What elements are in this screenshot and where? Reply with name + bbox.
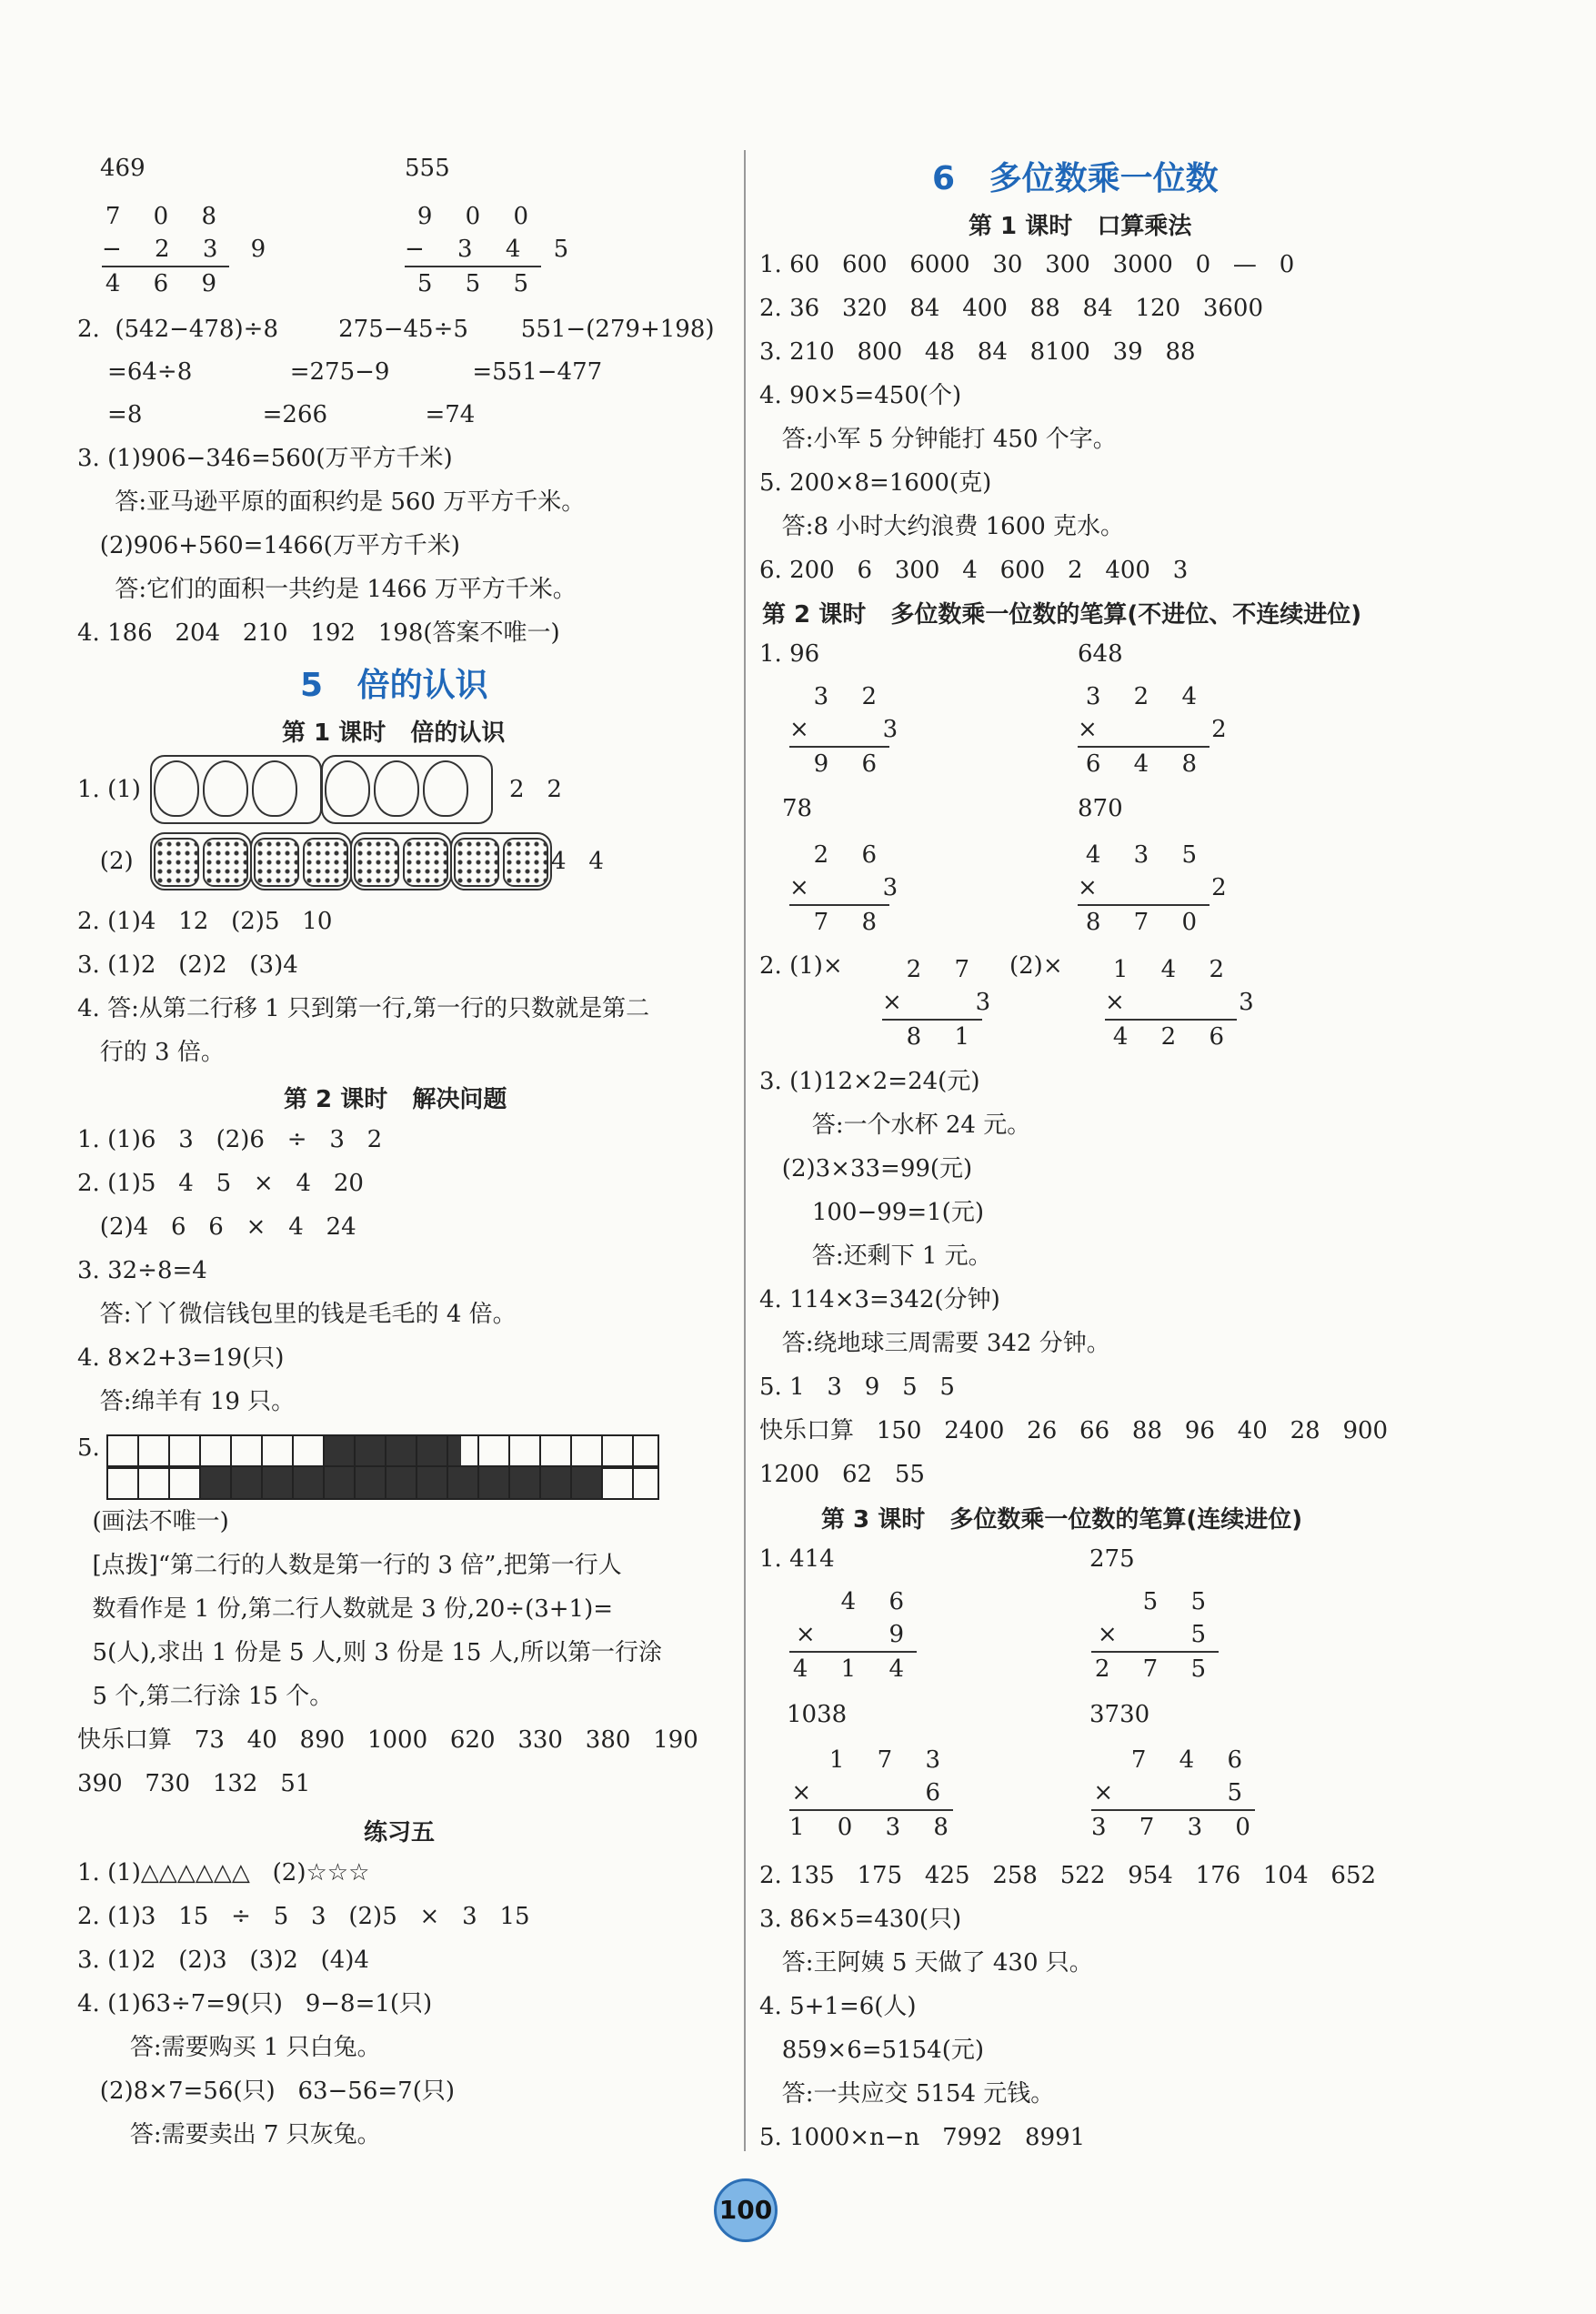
multiplication-calc: 5 5 × 5 2 7 5 (1091, 1585, 1219, 1685)
answer-line: 答:小军 5 分钟能打 450 个字。 (759, 426, 1117, 453)
answer-line: =8 =266 =74 (77, 401, 476, 428)
answer-line: 2. 135 175 425 258 522 954 176 104 652 (759, 1862, 1377, 1889)
answer-value: 78 (782, 795, 813, 822)
pear-icon (252, 760, 297, 817)
strawberry-icon (503, 838, 548, 887)
strawberry-icon (203, 838, 248, 887)
answer-line: 859×6=5154(元) (759, 2037, 984, 2064)
answer-line: 2. (542−478)÷8 275−45÷5 551−(279+198) (77, 316, 715, 343)
grid-row-2 (106, 1465, 659, 1500)
answer-line: 行的 3 倍。 (77, 1039, 225, 1066)
grid-cell (417, 1436, 448, 1467)
answer-line: 快乐口算 150 2400 26 66 88 96 40 28 900 (759, 1417, 1389, 1444)
answer-line: 1. (1) (77, 776, 141, 803)
column-divider (744, 150, 746, 2151)
answer-line: 2. (1)3 15 ÷ 5 3 (2)5 × 3 15 (77, 1903, 530, 1930)
answer-line: 3. (1)12×2=24(元) (759, 1068, 980, 1095)
answer-value: 648 (1078, 640, 1123, 668)
answer-line: [点拨]“第二行的人数是第一行的 3 倍”,把第一行人 (77, 1552, 622, 1579)
answer-line: 6. 200 6 300 4 600 2 400 3 (759, 557, 1189, 584)
grid-cell (139, 1436, 170, 1467)
answer-line: 4. 答:从第二行移 1 只到第一行,第一行的只数就是第二 (77, 995, 650, 1022)
grid-row-1 (106, 1434, 659, 1469)
grid-cell (603, 1467, 634, 1498)
lesson-title: 第 1 课时 口算乘法 (969, 213, 1192, 240)
answer-line: 答:8 小时大约浪费 1600 克水。 (759, 513, 1125, 540)
grid-cell (603, 1436, 634, 1467)
answer-value: 870 (1078, 795, 1123, 822)
answer-line: 答:需要卖出 7 只灰兔。 (77, 2121, 381, 2148)
multiplication-calc: 3 2 4 × 2 6 4 8 (1078, 680, 1210, 780)
grid-cell (541, 1436, 572, 1467)
answer-line: 2 2 (509, 776, 562, 803)
lesson-title: 第 1 课时 倍的认识 (282, 719, 506, 747)
answer-value: 1. 414 (759, 1545, 835, 1573)
answer-line: 4. 186 204 210 192 198(答案不唯一) (77, 619, 560, 647)
pear-icon (325, 760, 370, 817)
answer-line: 答:绵羊有 19 只。 (77, 1388, 296, 1415)
grid-cell (232, 1436, 263, 1467)
strawberry-icon (403, 838, 448, 887)
grid-cell (510, 1436, 541, 1467)
fruit-group (250, 832, 352, 890)
section-title: 5 倍的认识 (300, 667, 488, 704)
pear-icon (154, 760, 199, 817)
answer-line: 3. 210 800 48 84 8100 39 88 (759, 338, 1196, 366)
pear-icon (203, 760, 248, 817)
multiplication-calc: 4 6 × 9 4 1 4 (789, 1585, 917, 1685)
answer-line: =64÷8 =275−9 =551−477 (77, 358, 603, 386)
answer-value: 555 (405, 155, 450, 182)
answer-line: (画法不唯一) (77, 1508, 229, 1535)
grid-cell (386, 1436, 417, 1467)
multiplication-calc: 2 6 × 3 7 8 (789, 839, 889, 939)
grid-cell (294, 1436, 325, 1467)
grid-cell (294, 1467, 325, 1498)
answer-line: 答:一个水杯 24 元。 (759, 1112, 1031, 1139)
answer-line: 1. (1)6 3 (2)6 ÷ 3 2 (77, 1126, 383, 1153)
lesson-title: 第 2 课时 多位数乘一位数的笔算(不进位、不连续进位) (762, 601, 1362, 629)
grid-cell (572, 1467, 603, 1498)
multiplication-calc: 3 2 × 3 9 6 (789, 680, 889, 780)
answer-line: 答:亚马逊平原的面积约是 560 万平方千米。 (77, 488, 586, 516)
answer-line: 答:它们的面积一共约是 1466 万平方千米。 (77, 576, 577, 603)
answer-line: 3. (1)2 (2)3 (3)2 (4)4 (77, 1947, 369, 1974)
answer-line: 100−99=1(元) (759, 1199, 984, 1226)
grid-cell (386, 1467, 417, 1498)
answer-line: 1. (1)△△△△△△ (2)☆☆☆ (77, 1859, 370, 1886)
strawberry-icon (303, 838, 348, 887)
fruit-group (321, 755, 493, 824)
lesson-title: 练习五 (364, 1819, 436, 1846)
section-title: 6 多位数乘一位数 (932, 160, 1219, 197)
answer-line: 3. (1)2 (2)2 (3)4 (77, 951, 298, 979)
answer-line: 答:还剩下 1 元。 (759, 1243, 992, 1270)
grid-cell (572, 1436, 603, 1467)
grid-cell (170, 1436, 201, 1467)
grid-cell (108, 1467, 139, 1498)
answer-line: 2. (1)4 12 (2)5 10 (77, 908, 333, 935)
answer-line: 5 个,第二行涂 15 个。 (77, 1683, 334, 1710)
grid-cell (448, 1436, 479, 1467)
answer-line: (2)4 6 6 × 4 24 (77, 1213, 356, 1241)
answer-line: 1. 60 600 6000 30 300 3000 0 — 0 (759, 251, 1295, 278)
multiplication-calc: 2 7 × 3 8 1 (882, 953, 982, 1053)
answer-line: 1200 62 55 (759, 1461, 925, 1488)
answer-value: 1038 (787, 1701, 848, 1728)
answer-line: 4. (1)63÷7=9(只) 9−8=1(只) (77, 1990, 433, 2017)
answer-line: (2)× (1009, 952, 1063, 980)
answer-line: 3. 32÷8=4 (77, 1257, 207, 1284)
answer-line: (2)8×7=56(只) 63−56=7(只) (77, 2078, 456, 2105)
subtraction-calc: 9 0 0 − 3 4 5 5 5 5 (405, 200, 541, 300)
answer-line: 答:王阿姨 5 天做了 430 只。 (759, 1949, 1093, 1977)
multiplication-calc: 1 4 2 × 3 4 2 6 (1105, 953, 1237, 1053)
grid-cell (201, 1436, 232, 1467)
multiplication-calc: 1 7 3 × 6 1 0 3 8 (789, 1744, 953, 1844)
lesson-title: 第 3 课时 多位数乘一位数的笔算(连续进位) (821, 1506, 1303, 1534)
grid-cell (325, 1436, 356, 1467)
grid-cell (139, 1467, 170, 1498)
page-number: 100 (714, 2178, 778, 2242)
answer-line: 快乐口算 73 40 890 1000 620 330 380 190 (77, 1726, 698, 1754)
answer-line: 答:绕地球三周需要 342 分钟。 (759, 1330, 1110, 1357)
answer-line: 3. 86×5=430(只) (759, 1906, 962, 1933)
answer-value: 3730 (1089, 1701, 1150, 1728)
grid-cell (417, 1467, 448, 1498)
answer-value: 469 (100, 155, 146, 182)
answer-line: 数看作是 1 份,第二行人数就是 3 份,20÷(3+1)= (77, 1595, 614, 1623)
grid-cell (232, 1467, 263, 1498)
answer-line: 2. 36 320 84 400 88 84 120 3600 (759, 295, 1264, 322)
grid-cell (263, 1467, 294, 1498)
fruit-group (150, 832, 252, 890)
answer-line: 5. 1 3 9 5 5 (759, 1373, 955, 1401)
grid-cell (356, 1436, 386, 1467)
answer-line: 2. (1)5 4 5 × 4 20 (77, 1170, 364, 1197)
lesson-title: 第 2 课时 解决问题 (284, 1086, 507, 1113)
grid-cell (510, 1467, 541, 1498)
answer-line: 5. (77, 1434, 100, 1462)
answer-line: 答:需要购买 1 只白兔。 (77, 2034, 381, 2061)
answer-line: (2)3×33=99(元) (759, 1155, 973, 1182)
grid-cell (263, 1436, 294, 1467)
answer-line: 答:丫丫微信钱包里的钱是毛毛的 4 倍。 (77, 1301, 517, 1328)
fruit-group (150, 755, 322, 824)
answer-line: 4. 90×5=450(个) (759, 382, 962, 409)
grid-cell (170, 1467, 201, 1498)
strawberry-icon (254, 838, 299, 887)
grid-cell (108, 1436, 139, 1467)
multiplication-calc: 7 4 6 × 5 3 7 3 0 (1091, 1744, 1255, 1844)
answer-line: 4. 8×2+3=19(只) (77, 1344, 285, 1372)
subtraction-calc: 7 0 8 − 2 3 9 4 6 9 (102, 200, 229, 300)
grid-cell (201, 1467, 232, 1498)
grid-cell (479, 1436, 510, 1467)
fruit-group (450, 832, 552, 890)
grid-cell (479, 1467, 510, 1498)
answer-line: 答:一共应交 5154 元钱。 (759, 2080, 1055, 2108)
answer-line: 2. (1)× (759, 952, 843, 980)
strawberry-icon (454, 838, 499, 887)
pear-icon (374, 760, 419, 817)
answer-line: 3. (1)906−346=560(万平方千米) (77, 445, 453, 472)
answer-line: 390 730 132 51 (77, 1770, 311, 1797)
grid-cell (448, 1467, 479, 1498)
strawberry-icon (154, 838, 199, 887)
answer-line: 4. 5+1=6(人) (759, 1993, 917, 2020)
fruit-group (350, 832, 452, 890)
answer-line: 4. 114×3=342(分钟) (759, 1286, 1000, 1313)
answer-value: 275 (1089, 1545, 1135, 1573)
answer-line: 4 4 (551, 848, 604, 875)
answer-line: (2)906+560=1466(万平方千米) (77, 532, 460, 559)
answer-value: 1. 96 (759, 640, 820, 668)
grid-cell (325, 1467, 356, 1498)
multiplication-calc: 4 3 5 × 2 8 7 0 (1078, 839, 1210, 939)
answer-line: 5. 200×8=1600(克) (759, 469, 992, 497)
strawberry-icon (354, 838, 399, 887)
pear-icon (423, 760, 468, 817)
grid-cell (541, 1467, 572, 1498)
answer-line: 5(人),求出 1 份是 5 人,则 3 份是 15 人,所以第一行涂 (77, 1639, 662, 1666)
grid-cell (356, 1467, 386, 1498)
answer-line: (2) (77, 848, 134, 875)
answer-line: 5. 1000×n−n 7992 8991 (759, 2124, 1086, 2151)
